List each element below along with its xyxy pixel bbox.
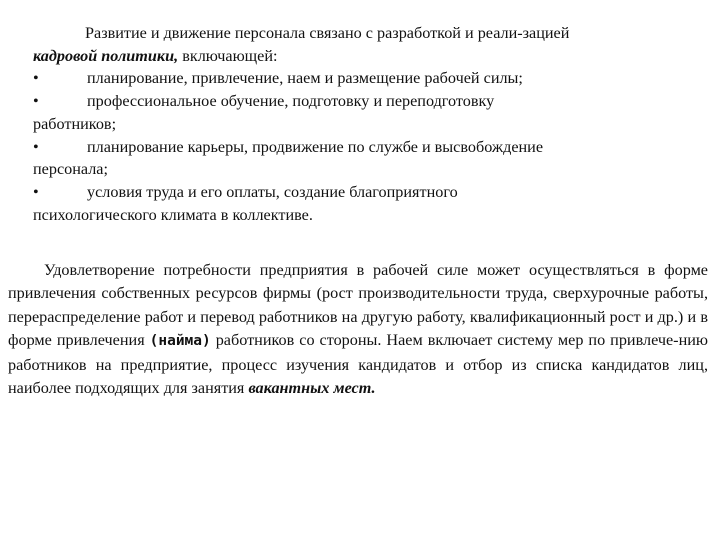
policy-line [33,45,693,68]
bullet-text-cont: психологического климата в коллективе. [33,205,313,224]
bullet-text: планирование, привлечение, наем и размещение рабочей силы; [87,69,523,88]
hiring-paragraph [8,259,708,400]
vacancies-term: вакантных мест. [248,379,376,398]
bullet-marker: • [33,69,39,88]
bullet-item-4 [33,181,693,204]
bullet-item-3-cont [33,158,693,181]
bullet-text: условия труда и его оплаты, создание благоприятного [87,182,458,201]
intro-text: Развитие и движение персонала связано с разработкой и реали-зацией [85,24,570,42]
paragraph-part2: работников со стороны. Наем включает систему мер по привлече-нию работников на предприятие, процесс изучения кандидатов и отбор из списка кандидатов лиц, наиболее подходящих для занятия [8,331,708,398]
bullet-text-cont: персонала; [33,160,108,179]
paragraph-part1: Удовлетворение потребности предприятия в рабочей силе может осуществляться в форме привлечения собственных ресурсов фирмы (рост производительности труда, сверхурочные работы, перераспределение работ и перевод работников на другую работу, квалификационный рост и др.) и в форме привлечения [8,261,708,350]
intro-line [33,22,693,45]
bullet-text: планирование карьеры, продвижение по службе и высвобождение [87,137,544,156]
policy-suffix: включающей: [178,46,278,65]
bullet-text: профессиональное обучение, подготовку и переподготовку [87,92,495,111]
bullet-marker: • [33,92,39,111]
bullet-marker: • [33,182,39,201]
bullet-text-cont: работников; [33,114,117,133]
bullet-item-2-cont [33,113,693,136]
hiring-term: (найма) [149,333,211,350]
bullet-marker: • [33,137,39,156]
bullet-item-2 [33,90,693,113]
bullet-item-3 [33,136,693,159]
bullet-item-1 [33,67,693,90]
policy-term: кадровой политики, [33,46,179,65]
policy-section [33,22,693,226]
bullet-item-4-cont [33,204,693,227]
